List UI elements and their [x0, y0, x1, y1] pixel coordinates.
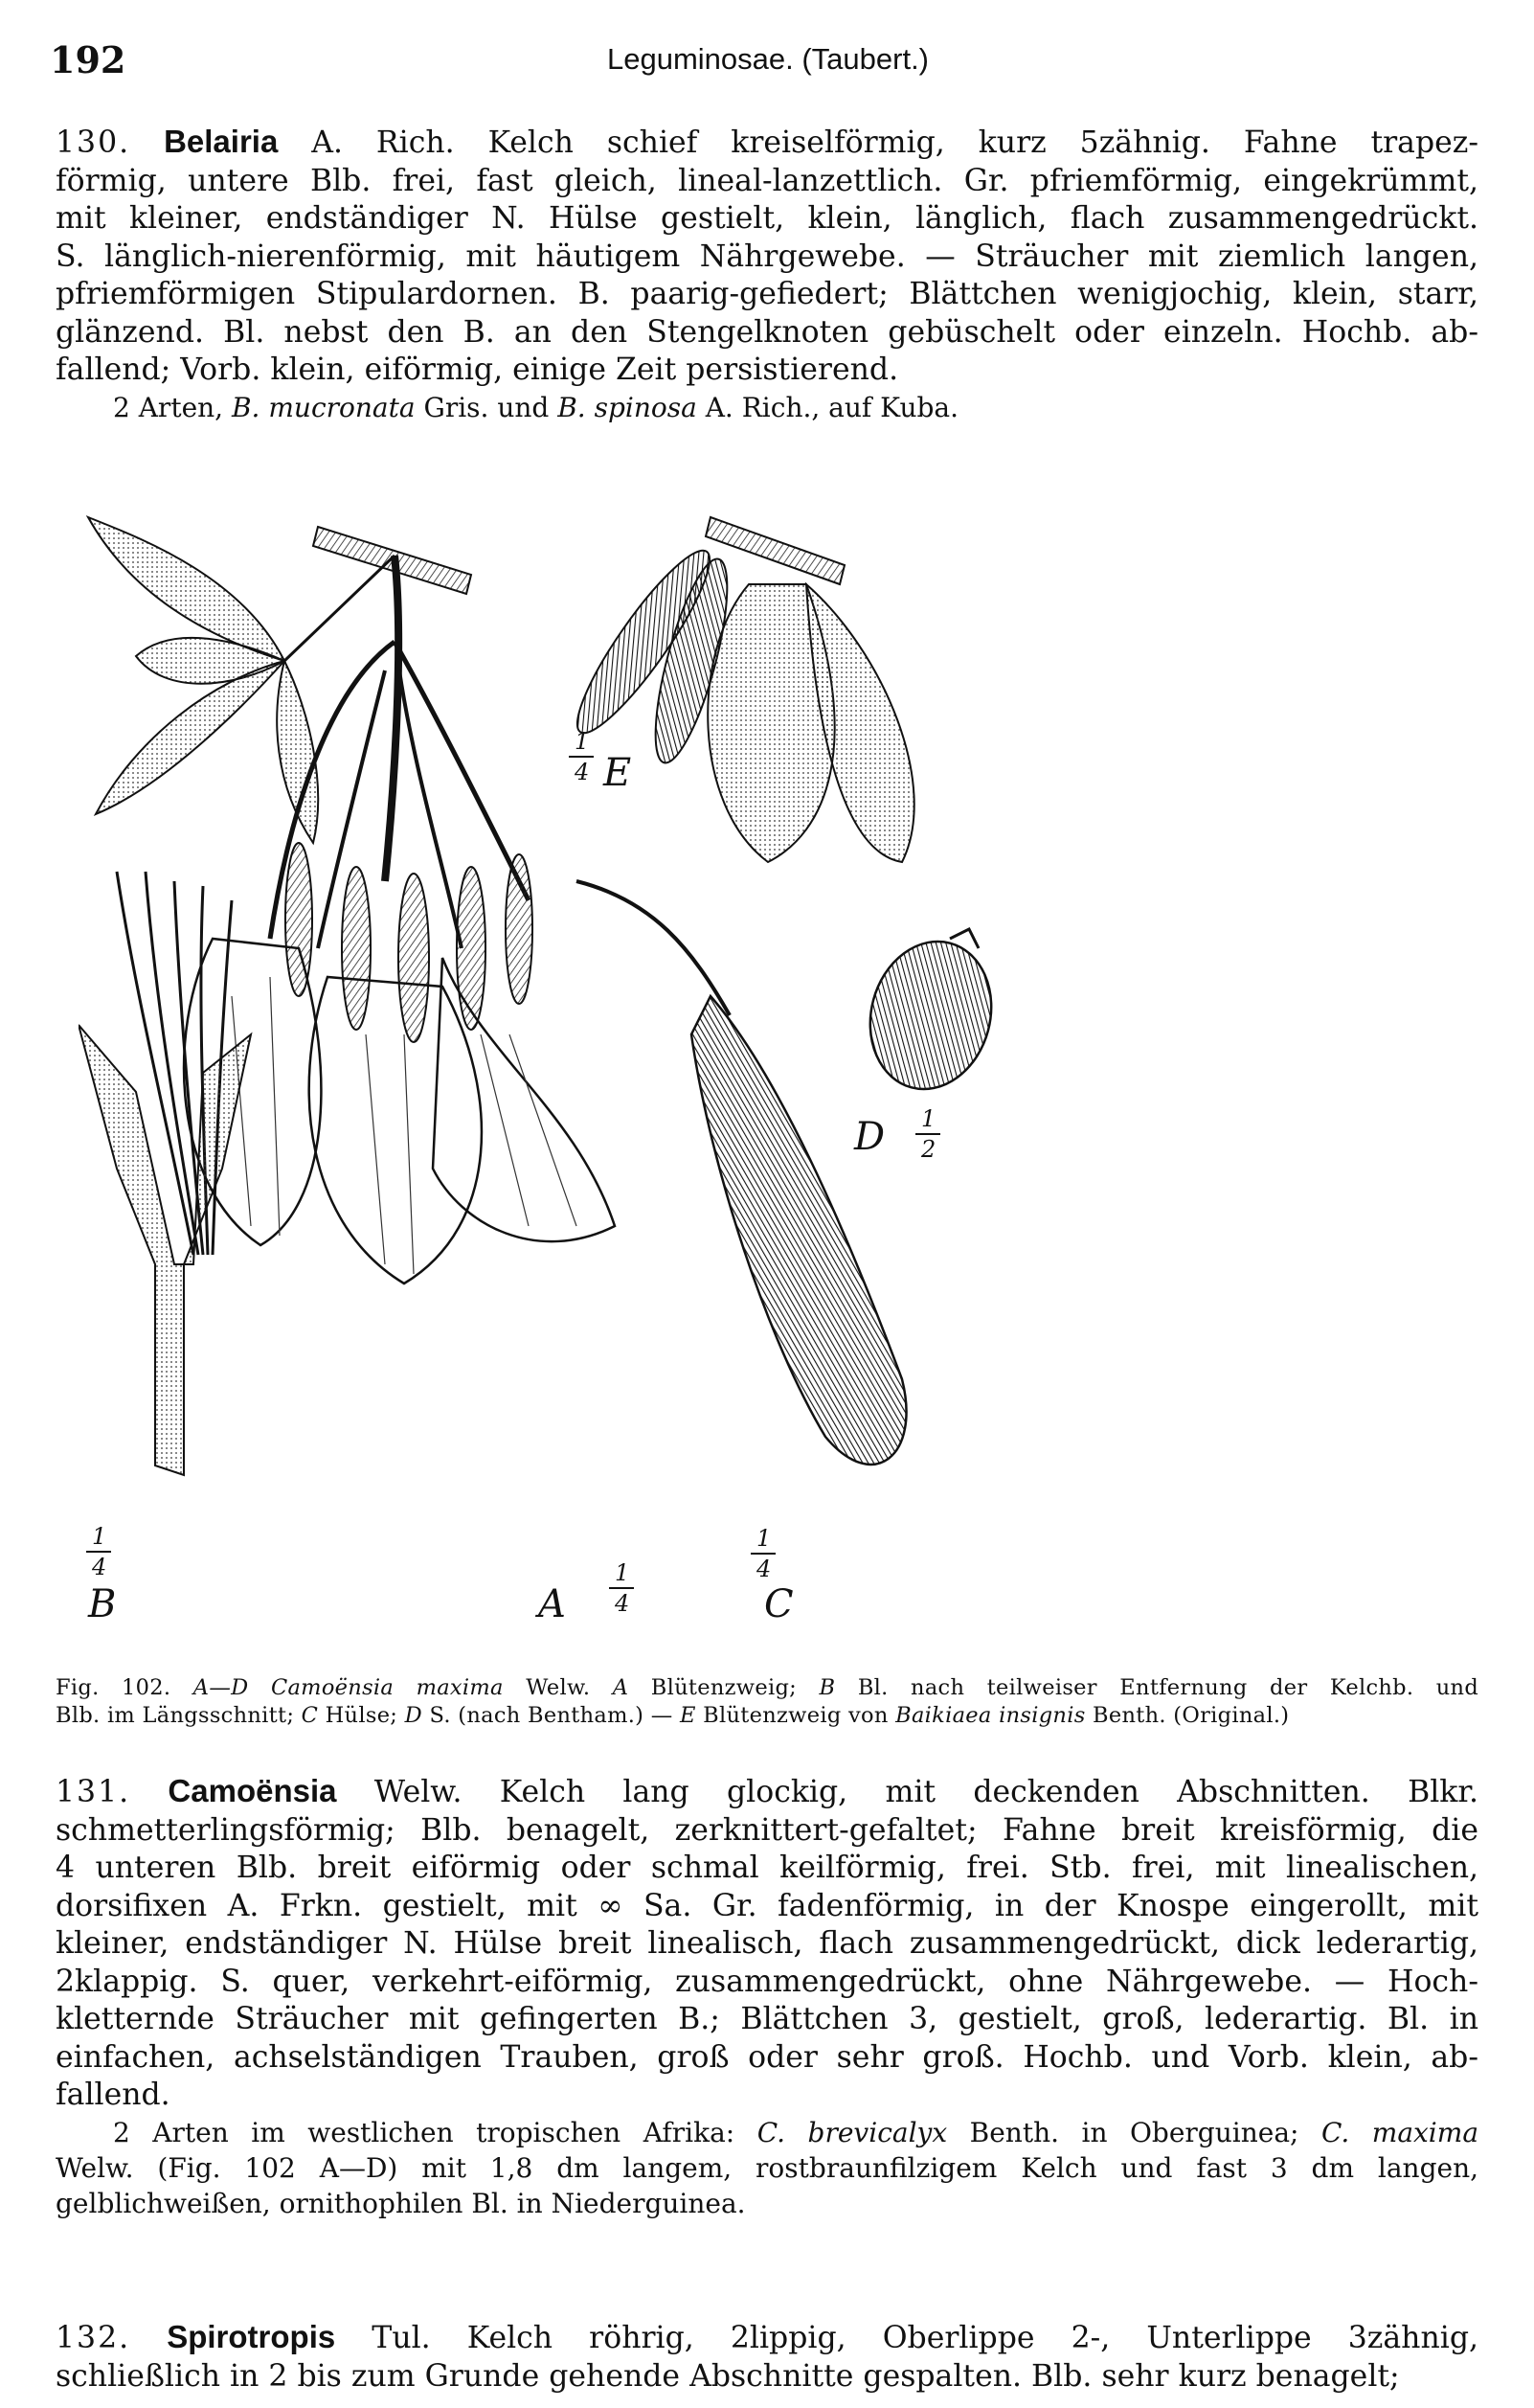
label-e: E [603, 751, 632, 795]
svg-text:1: 1 [921, 1105, 936, 1132]
genus-132-number: 132. [56, 2321, 131, 2355]
genus-131-number: 131. [56, 1775, 131, 1809]
leaves-drawing [88, 517, 395, 843]
running-title: Leguminosae. (Taubert.) [606, 42, 930, 76]
label-d: D [854, 1115, 886, 1159]
baikiaea-branch-drawing [561, 517, 914, 862]
genus-130-number: 130. [56, 125, 131, 160]
scale-d [915, 1105, 940, 1163]
svg-text:4: 4 [615, 1590, 630, 1617]
genus-131-paragraph: 131. Camoënsia Welw. Kelch lang glockig, mit deckenden Abschnitten. Blkr. schmetterlingsförmig; Blb. benagelt, zerknittert-gefaltet; Fahne breit kreisförmig, die 4 unteren Blb. breit eiförmig oder schmal keilförmig, frei. Stb. frei, mit linealischen, dorsifixen A. Frkn. gestielt, mit ∞ Sa. Gr. fadenförmig, in der Knospe eingerollt, mit kleiner, endständiger N. Hülse breit linealisch, flach zusammengedrückt, dick lederartig, 2klappig. S. quer, verkehrt-eiförmig, zusammengedrückt, ohne Nährgewebe. — Hoch- kletternde Sträucher mit gefingerten B.; Blättchen 3, gestielt, groß, lederartig. Bl. in einfachen, achselständigen Trauben, groß oder sehr groß. Hochb. und Vorb. klein, ab- fallend. 2 Arten im westlichen tropischen Afrika: C. brevicalyx Benth. in Oberguinea; C. maxima Welw. (Fig. 102 A—D) mit 1,8 dm langem, rostbraunfilzigem Kelch und fast 3 dm langen, gelblichweißen, ornithophilen Bl. in Niederguinea. [56, 1773, 1478, 2219]
label-b: B [88, 1582, 117, 1626]
scale-b [86, 1523, 111, 1580]
label-a: A [538, 1582, 566, 1626]
svg-text:1: 1 [575, 728, 590, 755]
page-number: 192 [50, 38, 126, 81]
genus-131-species-line-2: Welw. (Fig. 102 A—D) mit 1,8 dm langem, rostbraunfilzigem Kelch und fast 3 dm langen, [56, 2151, 1478, 2184]
svg-text:1: 1 [756, 1525, 772, 1552]
flower-section-drawing [79, 872, 251, 1475]
genus-130-name: Belairia [164, 124, 279, 159]
svg-text:4: 4 [575, 759, 590, 785]
svg-text:1: 1 [615, 1559, 630, 1586]
genus-130-paragraph: 130. Belairia A. Rich. Kelch schief kreiselförmig, kurz 5zähnig. Fahne trapez- förmig, untere Blb. frei, fast gleich, lineal-lanzettlich. Gr. pfriemförmig, eingekrümmt, mit kleiner, endständiger N. Hülse gestielt, klein, länglich, flach zusammengedrückt. S. länglich-nierenförmig, mit häutigem Nährgewebe. — Sträucher mit ziemlich langen, pfriemförmigen Stipulardornen. B. paarig-gefiedert; Blättchen wenigjochig, klein, starr, glänzend. Bl. nebst den B. an den Stengelknoten gebüschelt oder einzeln. Hochb. ab- fallend; Vorb. klein, eiförmig, einige Zeit persistierend. 2 Arten, B. mucronata Gris. und B. spinosa A. Rich., auf Kuba. [56, 124, 1478, 423]
scale-a [609, 1559, 634, 1617]
pod-drawing [576, 881, 907, 1465]
label-c: C [764, 1582, 794, 1626]
scale-c [751, 1525, 776, 1582]
figure-caption: Fig. 102. A—D Camoënsia maxima Welw. A Blütenzweig; B Bl. nach teilweiser Entfernung der Kelchb. und Blb. im Längsschnitt; C Hülse; D S. (nach Bentham.) — E Blütenzweig von Baikiaea insignis Benth. (Original.) [56, 1675, 1479, 1728]
svg-text:4: 4 [756, 1556, 772, 1582]
svg-text:4: 4 [92, 1554, 107, 1580]
genus-132-paragraph: 132. Spirotropis Tul. Kelch röhrig, 2lippig, Oberlippe 2-, Unterlippe 3zähnig, schließlich in 2 bis zum Grunde gehende Abschnitte gespalten. Blb. sehr kurz benagelt; [56, 2319, 1478, 2394]
scale-e [569, 728, 594, 785]
page-header [50, 38, 1486, 86]
figure-svg [79, 498, 1486, 1657]
genus-130-species: 2 Arten, B. mucronata Gris. und B. spinosa A. Rich., auf Kuba. [113, 391, 959, 423]
svg-text:2: 2 [921, 1136, 936, 1163]
botanical-illustration [79, 498, 1486, 1657]
genus-132-name: Spirotropis [167, 2319, 336, 2354]
genus-131-name: Camoënsia [168, 1773, 337, 1808]
genus-131-species-line-3: gelblichweißen, ornithophilen Bl. in Niederguinea. [56, 2187, 746, 2219]
genus-131-species-line-1: 2 Arten im westlichen tropischen Afrika: C. brevicalyx Benth. in Oberguinea; C. maxima [113, 2116, 1478, 2148]
seed-drawing [854, 928, 1007, 1103]
svg-text:1: 1 [92, 1523, 107, 1550]
